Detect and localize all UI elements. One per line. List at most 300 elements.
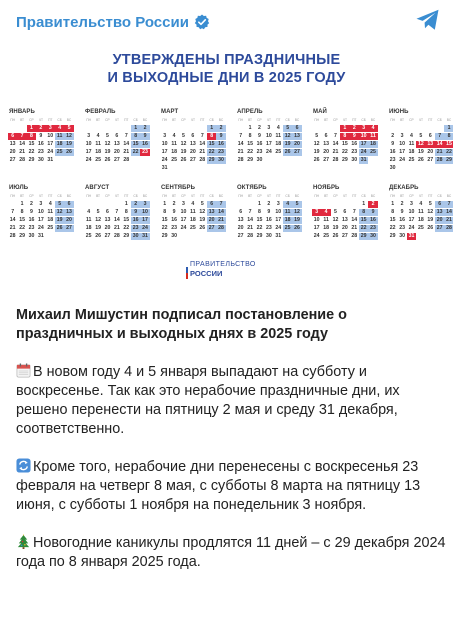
day-cell: 21 xyxy=(218,217,224,223)
day-cell: 24 xyxy=(37,225,44,231)
weekday-header: ЧТ xyxy=(418,118,423,122)
day-cell: 14 xyxy=(199,141,206,147)
weekday-header: ПН xyxy=(314,194,320,198)
day-cell: 31 xyxy=(161,165,168,171)
day-cell: 21 xyxy=(237,149,244,155)
weekday-header: ПН xyxy=(162,194,168,198)
weekday-header: СБ xyxy=(57,118,62,122)
day-cell: 18 xyxy=(171,149,177,155)
weekday-header: ВС xyxy=(142,118,148,122)
day-cell: 30 xyxy=(37,157,44,163)
day-cell: 26 xyxy=(417,157,424,163)
day-cell: 1 xyxy=(391,201,395,207)
day-cell: 31 xyxy=(360,157,367,163)
weekday-header: СБ xyxy=(133,194,138,198)
day-cell: 7 xyxy=(239,133,243,139)
weekday-header: ВТ xyxy=(96,118,101,122)
month-calendar xyxy=(84,184,150,241)
day-cell: 19 xyxy=(284,141,291,147)
empty-day-cell xyxy=(112,125,121,132)
day-cell: 12 xyxy=(332,217,339,223)
day-cell: 28 xyxy=(332,157,339,163)
day-cell: 5 xyxy=(419,133,423,139)
month-calendar xyxy=(84,108,150,165)
day-cell: 11 xyxy=(190,209,196,215)
day-cell: 14 xyxy=(332,141,339,147)
day-cell: 16 xyxy=(132,217,139,223)
day-cell: 18 xyxy=(189,217,196,223)
day-cell: 30 xyxy=(399,233,405,239)
day-cell: 21 xyxy=(19,149,25,155)
day-cell: 22 xyxy=(360,225,367,231)
day-cell: 5 xyxy=(55,201,64,208)
day-cell: 4 xyxy=(96,133,100,139)
flag-mark xyxy=(186,261,188,279)
day-cell: 4 xyxy=(55,125,64,132)
day-cell: 13 xyxy=(237,217,244,223)
day-cell: 19 xyxy=(95,225,101,231)
day-cell: 28 xyxy=(113,233,120,239)
month-name: МАЙ xyxy=(313,109,327,115)
day-cell: 26 xyxy=(332,233,339,239)
weekday-header: ПТ xyxy=(124,118,129,122)
day-cell: 15 xyxy=(161,217,168,223)
day-cell: 2 xyxy=(400,201,404,207)
day-cell: 27 xyxy=(341,233,348,239)
month-grid xyxy=(84,193,150,241)
month-grid xyxy=(160,117,226,173)
day-cell: 24 xyxy=(85,157,92,163)
day-cell: 4 xyxy=(48,201,52,207)
day-cell: 5 xyxy=(200,201,204,207)
weekday-header: ПН xyxy=(238,118,244,122)
day-cell: 27 xyxy=(427,157,434,163)
day-cell: 8 xyxy=(444,133,453,140)
day-cell: 4 xyxy=(410,133,413,139)
month-grid xyxy=(312,117,378,165)
day-cell: 19 xyxy=(56,217,63,223)
weekday-header: ПТ xyxy=(124,194,129,198)
weekday-header: СР xyxy=(409,118,414,122)
weekday-header: ЧТ xyxy=(38,118,43,122)
day-cell: 20 xyxy=(294,141,300,147)
day-cell: 26 xyxy=(294,225,300,231)
weekday-header: ПТ xyxy=(200,194,205,198)
day-cell: 15 xyxy=(28,141,35,147)
day-cell: 29 xyxy=(123,233,130,239)
day-cell: 29 xyxy=(247,157,253,163)
day-cell: 11 xyxy=(418,209,424,215)
day-cell: 28 xyxy=(199,157,206,163)
day-cell: 30 xyxy=(370,233,376,239)
post-paragraph-3-text: Новогодние каникулы продлятся 11 дней – с 29 декабря 2024 года по 8 января 2025 года. xyxy=(16,535,446,570)
day-cell: 16 xyxy=(171,217,177,223)
day-cell: 1 xyxy=(444,125,453,132)
day-cell: 2 xyxy=(36,125,45,132)
day-cell: 6 xyxy=(239,209,243,215)
telegram-icon[interactable] xyxy=(415,8,441,32)
weekday-header: ВТ xyxy=(172,194,177,198)
day-cell: 25 xyxy=(189,225,196,231)
day-cell: 19 xyxy=(332,225,339,231)
day-cell: 15 xyxy=(256,217,263,223)
weekday-header: ЧТ xyxy=(342,118,347,122)
day-cell: 1 xyxy=(248,125,252,131)
day-cell: 14 xyxy=(446,209,452,215)
day-cell: 9 xyxy=(140,133,149,140)
day-cell: 29 xyxy=(161,233,168,239)
day-cell: 12 xyxy=(284,133,291,139)
empty-day-cell xyxy=(93,125,102,132)
day-cell: 18 xyxy=(284,217,291,223)
day-cell: 27 xyxy=(113,157,120,163)
day-cell: 25 xyxy=(284,225,291,231)
weekday-header: СР xyxy=(257,118,262,122)
empty-day-cell xyxy=(103,125,112,132)
day-cell: 3 xyxy=(267,125,271,131)
day-cell: 3 xyxy=(182,201,185,207)
weekday-header: СР xyxy=(29,194,34,198)
day-cell: 10 xyxy=(360,133,367,139)
day-cell: 2 xyxy=(172,201,176,207)
day-cell: 19 xyxy=(104,149,111,155)
weekday-header: ПН xyxy=(390,118,396,122)
day-cell: 21 xyxy=(247,225,253,231)
day-cell: 8 xyxy=(163,209,167,215)
day-cell: 4 xyxy=(368,125,377,132)
day-cell: 5 xyxy=(106,133,109,139)
verified-check-icon xyxy=(194,14,210,30)
day-cell: 15 xyxy=(132,141,139,147)
weekday-header: ВС xyxy=(218,118,224,122)
channel-name[interactable]: Правительство России xyxy=(16,13,189,31)
day-cell: 12 xyxy=(417,141,424,147)
day-cell: 20 xyxy=(104,225,111,231)
day-cell: 15 xyxy=(19,217,25,223)
empty-day-cell xyxy=(407,125,416,132)
day-cell: 17 xyxy=(85,149,92,155)
day-cell: 18 xyxy=(85,225,92,231)
weekday-header: СБ xyxy=(57,194,62,198)
day-cell: 20 xyxy=(9,149,16,155)
day-cell: 17 xyxy=(161,149,168,155)
day-cell: 14 xyxy=(237,141,244,147)
day-cell: 18 xyxy=(47,217,54,223)
month-name: ИЮНЬ xyxy=(389,109,409,115)
day-cell: 4 xyxy=(283,201,292,208)
day-cell: 3 xyxy=(359,125,368,132)
day-cell: 6 xyxy=(207,201,216,208)
day-cell: 3 xyxy=(163,133,167,139)
day-cell: 6 xyxy=(106,209,109,215)
day-cell: 5 xyxy=(428,201,432,207)
day-cell: 30 xyxy=(389,165,396,171)
day-cell: 7 xyxy=(248,209,252,215)
day-cell: 11 xyxy=(85,217,92,223)
day-cell: 7 xyxy=(124,133,128,139)
weekday-header: ВТ xyxy=(20,118,25,122)
empty-day-cell xyxy=(312,201,321,208)
day-cell: 14 xyxy=(218,209,224,215)
day-cell: 16 xyxy=(218,141,224,147)
month-calendar xyxy=(236,184,302,241)
day-cell: 26 xyxy=(284,149,291,155)
day-cell: 22 xyxy=(389,225,396,231)
day-cell: 21 xyxy=(332,149,339,155)
day-cell: 25 xyxy=(171,157,177,163)
day-cell: 31 xyxy=(142,233,148,239)
day-cell: 13 xyxy=(341,217,348,223)
day-cell: 8 xyxy=(207,133,216,140)
day-cell: 28 xyxy=(123,157,130,163)
empty-day-cell xyxy=(17,125,26,132)
weekday-header: СБ xyxy=(209,194,214,198)
empty-day-cell xyxy=(435,125,444,132)
day-cell: 22 xyxy=(161,225,168,231)
day-cell: 16 xyxy=(256,141,263,147)
day-cell: 7 xyxy=(11,209,15,215)
post-header xyxy=(16,8,210,36)
logo-line2: РОССИИ xyxy=(190,269,223,278)
day-cell: 17 xyxy=(360,141,367,147)
day-cell: 25 xyxy=(275,149,282,155)
day-cell: 5 xyxy=(182,133,185,139)
weekday-header: ВТ xyxy=(172,118,177,122)
day-cell: 30 xyxy=(265,233,272,239)
day-cell: 8 xyxy=(340,133,349,140)
day-cell: 19 xyxy=(199,217,206,223)
day-cell: 16 xyxy=(370,217,376,223)
day-cell: 11 xyxy=(275,133,281,139)
day-cell: 16 xyxy=(351,141,358,147)
weekday-header: СБ xyxy=(285,118,290,122)
month-grid xyxy=(388,193,453,241)
day-cell: 31 xyxy=(275,233,282,239)
day-cell: 15 xyxy=(389,217,396,223)
day-cell: 19 xyxy=(417,149,424,155)
empty-day-cell xyxy=(93,201,102,208)
day-cell: 9 xyxy=(258,133,261,139)
weekday-header: СБ xyxy=(285,194,290,198)
day-cell: 22 xyxy=(19,225,25,231)
weekday-header: ВС xyxy=(294,194,300,198)
day-cell: 16 xyxy=(399,217,405,223)
empty-day-cell xyxy=(8,201,17,208)
day-cell: 29 xyxy=(208,157,215,163)
day-cell: 9 xyxy=(172,209,176,215)
weekday-header: ПТ xyxy=(352,194,357,198)
day-cell: 18 xyxy=(417,217,424,223)
day-cell: 30 xyxy=(171,233,177,239)
holiday-calendar-banner xyxy=(0,36,453,298)
day-cell: 22 xyxy=(132,149,139,155)
day-cell: 20 xyxy=(237,225,244,231)
month-calendar xyxy=(312,108,378,165)
month-calendar xyxy=(160,184,226,241)
day-cell: 6 xyxy=(191,133,195,139)
weekday-header: ВС xyxy=(370,194,376,198)
month-name: СЕНТЯБРЬ xyxy=(161,185,195,191)
day-cell: 28 xyxy=(218,225,224,231)
day-cell: 17 xyxy=(275,217,282,223)
day-cell: 15 xyxy=(247,141,253,147)
day-cell: 12 xyxy=(180,141,187,147)
day-cell: 23 xyxy=(351,149,358,155)
day-cell: 23 xyxy=(389,157,396,163)
day-cell: 12 xyxy=(294,209,300,215)
weekday-header: СР xyxy=(105,194,110,198)
weekday-header: ПТ xyxy=(428,194,433,198)
day-cell: 3 xyxy=(312,209,321,216)
day-cell: 14 xyxy=(247,217,253,223)
weekday-header: ВС xyxy=(218,194,224,198)
day-cell: 12 xyxy=(199,209,206,215)
day-cell: 11 xyxy=(56,133,63,139)
month-name: МАРТ xyxy=(161,109,179,115)
day-cell: 13 xyxy=(104,217,111,223)
weekday-header: ПТ xyxy=(48,118,53,122)
day-cell: 26 xyxy=(66,149,72,155)
day-cell: 1 xyxy=(258,201,261,207)
day-cell: 20 xyxy=(189,149,196,155)
day-cell: 18 xyxy=(275,141,282,147)
weekday-header: ПН xyxy=(390,194,396,198)
day-cell: 10 xyxy=(161,141,168,147)
day-cell: 16 xyxy=(265,217,272,223)
weekday-header: СБ xyxy=(133,118,138,122)
empty-day-cell xyxy=(312,125,321,132)
day-cell: 24 xyxy=(161,157,168,163)
weekday-header: ВС xyxy=(446,118,452,122)
day-cell: 24 xyxy=(180,225,187,231)
day-cell: 16 xyxy=(28,217,35,223)
empty-day-cell xyxy=(340,201,349,208)
day-cell: 24 xyxy=(275,225,282,231)
post-paragraph-3 xyxy=(16,534,446,572)
day-cell: 13 xyxy=(208,209,215,215)
day-cell: 18 xyxy=(95,149,101,155)
day-cell: 11 xyxy=(95,141,101,147)
day-cell: 12 xyxy=(56,209,63,215)
weekday-header: СР xyxy=(181,194,186,198)
day-cell: 23 xyxy=(37,149,44,155)
weekday-header: СР xyxy=(181,118,186,122)
day-cell: 20 xyxy=(323,149,329,155)
empty-day-cell xyxy=(188,125,197,132)
day-cell: 31 xyxy=(37,233,44,239)
day-cell: 10 xyxy=(408,209,415,215)
day-cell: 1 xyxy=(27,125,36,132)
weekday-header: ЧТ xyxy=(190,194,195,198)
month-name: ИЮЛЬ xyxy=(9,185,29,191)
day-cell: 13 xyxy=(66,209,72,215)
day-cell: 12 xyxy=(95,217,101,223)
weekday-header: ПТ xyxy=(352,118,357,122)
day-cell: 10 xyxy=(313,217,320,223)
day-cell: 18 xyxy=(56,141,63,147)
month-grid xyxy=(84,117,150,165)
day-cell: 5 xyxy=(283,125,292,132)
day-cell: 27 xyxy=(9,157,16,163)
month-name: АВГУСТ xyxy=(85,185,110,191)
day-cell: 2 xyxy=(131,201,140,208)
day-cell: 21 xyxy=(446,217,452,223)
month-calendar xyxy=(388,184,453,241)
day-cell: 10 xyxy=(37,209,44,215)
day-cell: 6 xyxy=(8,133,17,140)
weekday-header: ЧТ xyxy=(114,118,119,122)
day-cell: 8 xyxy=(391,209,395,215)
day-cell: 26 xyxy=(56,225,63,231)
day-cell: 25 xyxy=(47,225,54,231)
day-cell: 28 xyxy=(351,233,358,239)
day-cell: 23 xyxy=(218,149,224,155)
weekday-header: ВС xyxy=(294,118,300,122)
empty-day-cell xyxy=(198,125,207,132)
post-paragraph-2-text: Кроме того, нерабочие дни перенесены с воскресенья 23 февраля на четверг 8 мая, с субботы 8 марта на пятницу 13 июня, с субботы 1 ноября на понедельник 3 ноября. xyxy=(16,459,421,513)
day-cell: 22 xyxy=(247,149,253,155)
day-cell: 13 xyxy=(113,141,120,147)
day-cell: 4 xyxy=(87,209,91,215)
day-cell: 21 xyxy=(123,149,130,155)
month-grid xyxy=(236,193,302,241)
day-cell: 21 xyxy=(351,225,358,231)
day-cell: 10 xyxy=(399,141,405,147)
weekday-header: ВТ xyxy=(400,118,405,122)
weekday-header: СБ xyxy=(437,118,442,122)
day-cell: 1 xyxy=(340,125,349,132)
day-cell: 7 xyxy=(352,209,356,215)
day-cell: 17 xyxy=(142,217,148,223)
day-cell: 26 xyxy=(104,157,111,163)
empty-day-cell xyxy=(236,201,245,208)
day-cell: 29 xyxy=(256,233,263,239)
day-cell: 4 xyxy=(276,125,280,131)
day-cell: 28 xyxy=(19,157,25,163)
day-cell: 29 xyxy=(341,157,348,163)
empty-day-cell xyxy=(103,201,112,208)
day-cell: 27 xyxy=(436,225,443,231)
month-grid xyxy=(8,117,74,165)
day-cell: 22 xyxy=(208,149,215,155)
post-paragraph-1 xyxy=(16,363,446,439)
day-cell: 25 xyxy=(408,157,415,163)
month-calendar xyxy=(8,184,74,241)
empty-day-cell xyxy=(388,125,397,132)
day-cell: 2 xyxy=(258,125,261,131)
weekday-header: ЧТ xyxy=(266,118,271,122)
weekday-header: ВС xyxy=(446,194,452,198)
day-cell: 9 xyxy=(131,209,140,216)
empty-day-cell xyxy=(426,125,435,132)
day-cell: 23 xyxy=(28,225,35,231)
weekday-header: ВТ xyxy=(324,118,329,122)
day-cell: 11 xyxy=(284,209,291,215)
empty-day-cell xyxy=(331,125,340,132)
day-cell: 20 xyxy=(436,217,443,223)
day-cell: 12 xyxy=(66,133,72,139)
day-cell: 4 xyxy=(321,209,330,216)
weekday-header: СР xyxy=(105,118,110,122)
weekday-header: ПН xyxy=(10,118,16,122)
day-cell: 9 xyxy=(39,133,43,139)
month-name: НОЯБРЬ xyxy=(313,185,340,191)
weekday-header: ЧТ xyxy=(114,194,119,198)
day-cell: 7 xyxy=(115,209,119,215)
day-cell: 12 xyxy=(313,141,320,147)
weekday-header: СБ xyxy=(209,118,214,122)
day-cell: 25 xyxy=(323,233,329,239)
